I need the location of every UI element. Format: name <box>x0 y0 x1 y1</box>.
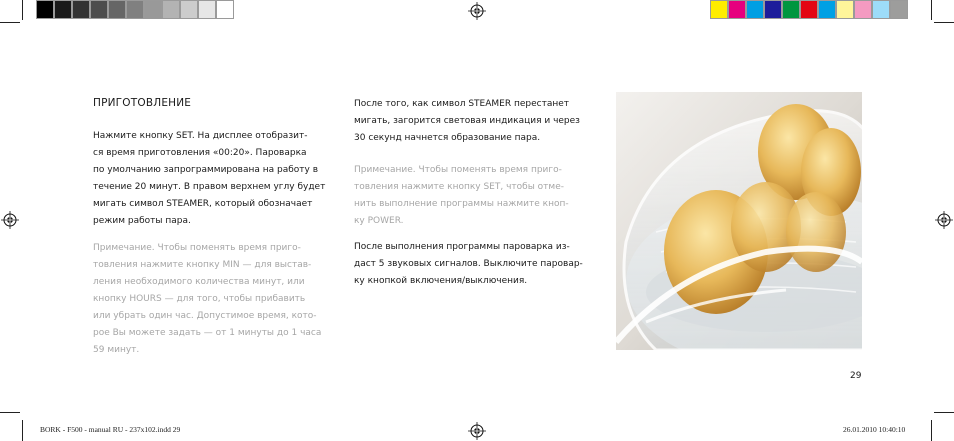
instruction-paragraph-3: После выполнения программы пароварка из- даст 5 звуковых сигналов. Выключите паровар- ку кнопкой включения/выключения. <box>354 242 583 286</box>
color-swatch <box>72 0 90 19</box>
color-swatch <box>818 0 836 19</box>
color-swatch <box>836 0 854 19</box>
color-swatch <box>180 0 198 19</box>
color-swatch <box>728 0 746 19</box>
crop-mark-bottom-right-h <box>934 412 954 413</box>
crop-mark-top-right-v <box>931 0 932 20</box>
instruction-paragraph-2: После того, как символ STEAMER перестанет мигать, загорится световая индикация и через 30 секунд начнется образование пара. <box>354 99 580 143</box>
color-swatch <box>800 0 818 19</box>
date-slug: 26.01.2010 10:40:10 <box>843 425 906 434</box>
color-swatch <box>890 0 908 19</box>
page-number: 29 <box>850 371 862 381</box>
registration-mark-icon-bottom <box>468 422 486 440</box>
instruction-paragraph-1: Нажмите кнопку SET. На дисплее отобразит- ся время приготовления «00:20». Пароварка по умолчанию запрограммирована на работу в течение 20 минут. В правом верхнем углу будет мигать символ STEAMER, который обозначает режим работы пара. <box>93 131 326 226</box>
crop-mark-bottom-left-h <box>0 412 20 413</box>
note-paragraph-1: Примечание. Чтобы поменять время приго- товления нажмите кнопку MIN — для выстав- ления необходимого количества минут, или кнопку HOURS — для того, чтобы прибавить или убрать один час. Допустимое время, кото- рое Вы можете задать — от 1 минуты до 1 часа 59 минут. <box>93 243 322 355</box>
steamer-with-pears-icon <box>616 92 862 350</box>
color-swatch <box>216 0 234 19</box>
crop-mark-top-left-v <box>22 0 23 20</box>
crop-mark-top-left-h <box>0 22 20 23</box>
registration-mark-icon-right <box>935 211 953 229</box>
crop-mark-bottom-left-v <box>22 420 23 441</box>
crop-mark-bottom-right-v <box>931 420 932 441</box>
color-swatch <box>162 0 180 19</box>
registration-mark-icon-top <box>468 2 486 20</box>
section-heading: ПРИГОТОВЛЕНИЕ <box>93 97 192 109</box>
color-swatch <box>782 0 800 19</box>
registration-mark-icon-left <box>1 211 19 229</box>
note-paragraph-2: Примечание. Чтобы поменять время приго- товления нажмите кнопку SET, чтобы отме- нить выполнение программы нажмите кноп- ку POWER. <box>354 165 569 226</box>
process-color-bar <box>710 0 908 19</box>
color-swatch <box>108 0 126 19</box>
color-swatch <box>746 0 764 19</box>
color-swatch <box>872 0 890 19</box>
grayscale-color-bar <box>36 0 234 19</box>
color-swatch <box>126 0 144 19</box>
crop-mark-top-right-h <box>934 22 954 23</box>
file-slug: BORK - F500 - manual RU - 237x102.indd 29 <box>40 425 181 434</box>
color-swatch <box>36 0 54 19</box>
color-swatch <box>144 0 162 19</box>
color-swatch <box>54 0 72 19</box>
steamer-photo <box>616 92 862 350</box>
color-swatch <box>764 0 782 19</box>
color-swatch <box>854 0 872 19</box>
color-swatch <box>90 0 108 19</box>
color-swatch <box>710 0 728 19</box>
color-swatch <box>198 0 216 19</box>
